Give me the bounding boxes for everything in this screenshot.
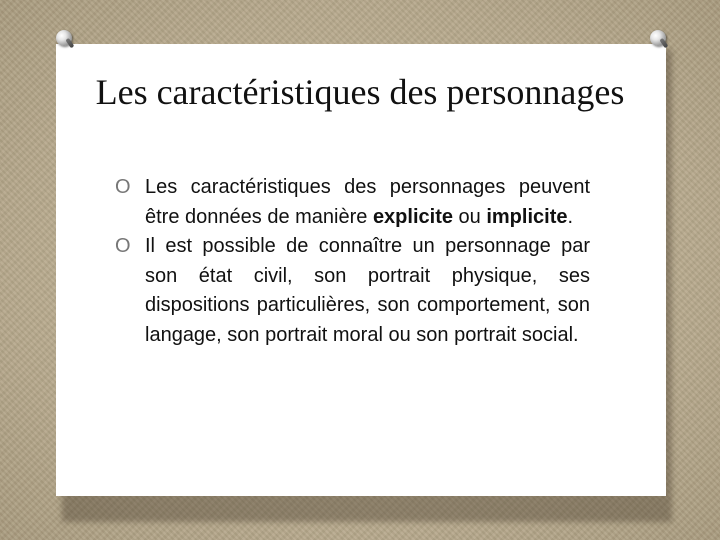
push-pin-icon bbox=[56, 30, 72, 46]
bullet-marker-icon: O bbox=[115, 176, 131, 198]
push-pin-icon bbox=[650, 30, 666, 46]
bullet-text: Les caractéristiques des personnages peuvent être données de manière bbox=[145, 176, 590, 228]
bullet-marker-icon: O bbox=[115, 235, 131, 257]
bullet-list bbox=[115, 173, 590, 350]
bullet-item bbox=[115, 173, 590, 232]
bullet-text: ou bbox=[452, 205, 487, 228]
bullet-bold-text: implicite bbox=[486, 205, 568, 228]
bullet-text: Il est possible de connaître un personnage par son état civil, son portrait physique, ses dispositions particulières, son comportement, son langage, son portrait moral ou son portrait social. bbox=[145, 235, 590, 346]
bullet-item bbox=[115, 232, 590, 350]
bullet-text: . bbox=[567, 205, 574, 228]
slide-title: Les caractéristiques des personnages bbox=[95, 72, 625, 112]
bullet-bold-text: explicite bbox=[372, 205, 453, 228]
